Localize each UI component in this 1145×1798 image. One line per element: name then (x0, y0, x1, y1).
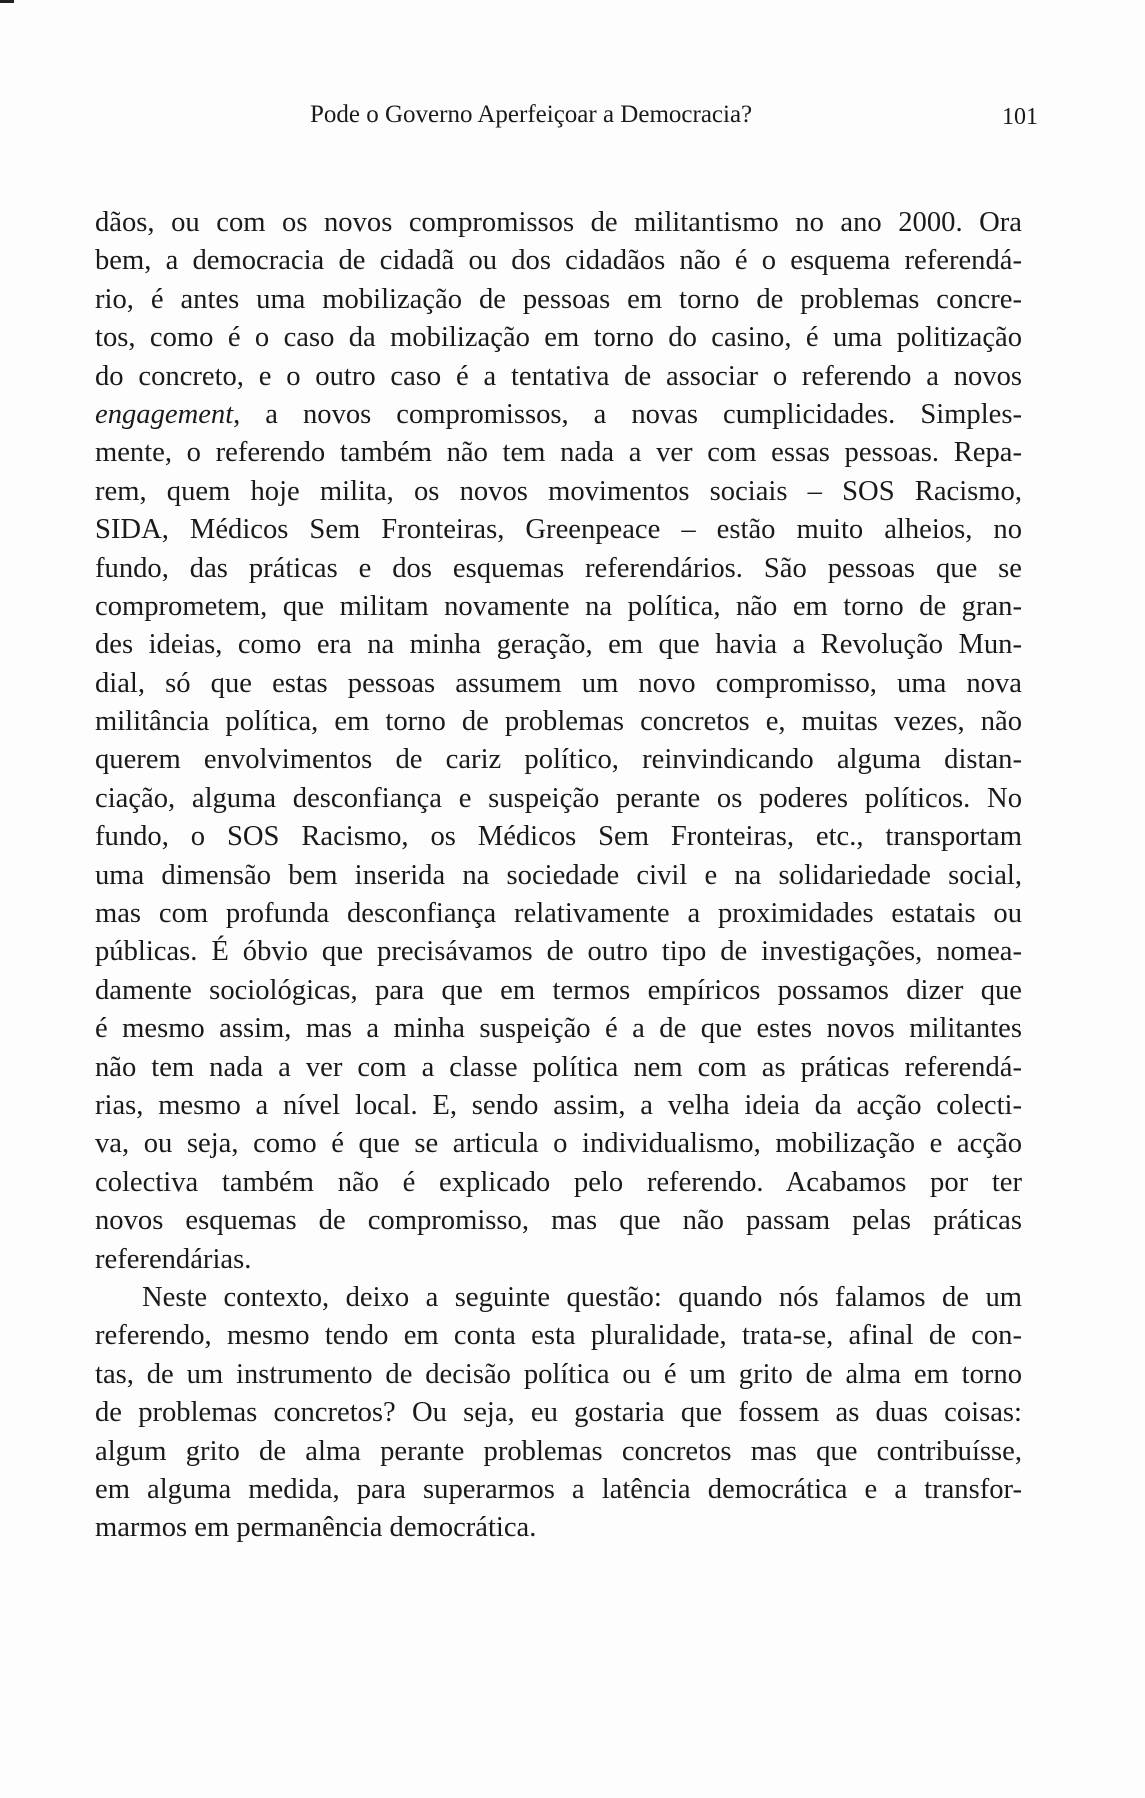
text-line: dãos, ou com os novos compromissos de militantismo no ano 2000. Ora (95, 207, 1022, 238)
page-number: 101 (1002, 104, 1038, 130)
text-line: rem, quem hoje milita, os novos movimentos sociais – SOS Racismo, (95, 475, 1022, 507)
text-line: comprometem, que militam novamente na política, não em torno de gran- (95, 590, 1022, 622)
scan-corner-mark (0, 0, 14, 3)
text-line: novos esquemas de compromisso, mas que não passam pelas práticas (95, 1205, 1022, 1237)
text-line: bem, a democracia de cidadã ou dos cidadãos não é o esquema referendá- (95, 245, 1022, 277)
running-head: Pode o Governo Aperfeiçoar a Democracia? (310, 101, 753, 128)
text-line: SIDA, Médicos Sem Fronteiras, Greenpeace – estão muito alheios, no (95, 514, 1022, 546)
text-line: marmos em permanência democrática. (95, 1512, 537, 1544)
text-line: do concreto, e o outro caso é a tentativa de associar o referendo a novos (95, 360, 1022, 392)
text-line: damente sociológicas, para que em termos empíricos possamos dizer que (95, 974, 1022, 1006)
italic-term: engagement (95, 398, 234, 430)
text-line: Neste contexto, deixo a seguinte questão: quando nós falamos de um (142, 1281, 1022, 1313)
text-line: referendárias. (95, 1243, 252, 1275)
text-line: rias, mesmo a nível local. E, sendo assim, a velha ideia da acção colecti- (95, 1089, 1022, 1121)
text-line: querem envolvimentos de cariz político, reinvindicando alguma distan- (95, 744, 1022, 776)
text-line: de problemas concretos? Ou seja, eu gostaria que fossem as duas coisas: (95, 1397, 1022, 1429)
text-line: militância política, em torno de problemas concretos e, muitas vezes, não (95, 706, 1022, 738)
text-line: tos, como é o caso da mobilização em torno do casino, é uma politização (95, 322, 1022, 354)
body-text (95, 204, 1022, 1548)
text-line: uma dimensão bem inserida na sociedade civil e na solidariedade social, (95, 859, 1022, 891)
text-line: dial, só que estas pessoas assumem um novo compromisso, uma nova (95, 667, 1022, 699)
text-line: fundo, o SOS Racismo, os Médicos Sem Fronteiras, etc., transportam (95, 821, 1022, 853)
text-line: mas com profunda desconfiança relativamente a proximidades estatais ou (95, 898, 1022, 930)
text-line: não tem nada a ver com a classe política nem com as práticas referendá- (95, 1051, 1022, 1083)
text-line: públicas. É óbvio que precisávamos de outro tipo de investigações, nomea- (95, 936, 1022, 968)
text-line: va, ou seja, como é que se articula o individualismo, mobilização e acção (95, 1128, 1022, 1160)
text-line: colectiva também não é explicado pelo referendo. Acabamos por ter (95, 1166, 1022, 1198)
text-line: ciação, alguma desconfiança e suspeição perante os poderes políticos. No (95, 782, 1022, 814)
text-line: tas, de um instrumento de decisão política ou é um grito de alma em torno (95, 1358, 1022, 1390)
text-line: referendo, mesmo tendo em conta esta pluralidade, trata-se, afinal de con- (95, 1320, 1022, 1352)
text-line: mente, o referendo também não tem nada a ver com essas pessoas. Repa- (95, 437, 1022, 469)
text-line (95, 396, 1022, 434)
text-line: fundo, das práticas e dos esquemas referendários. São pessoas que se (95, 552, 1022, 584)
text-line: des ideias, como era na minha geração, em que havia a Revolução Mun- (95, 629, 1022, 661)
text-line: rio, é antes uma mobilização de pessoas em torno de problemas concre- (95, 283, 1022, 315)
text-line: em alguma medida, para superarmos a latência democrática e a transfor- (95, 1473, 1022, 1505)
text-line: é mesmo assim, mas a minha suspeição é a de que estes novos militantes (95, 1013, 1022, 1045)
text-segment: , a novos compromissos, a novas cumplicidades. Simples- (233, 398, 1022, 430)
text-line: algum grito de alma perante problemas concretos mas que contribuísse, (95, 1435, 1022, 1467)
